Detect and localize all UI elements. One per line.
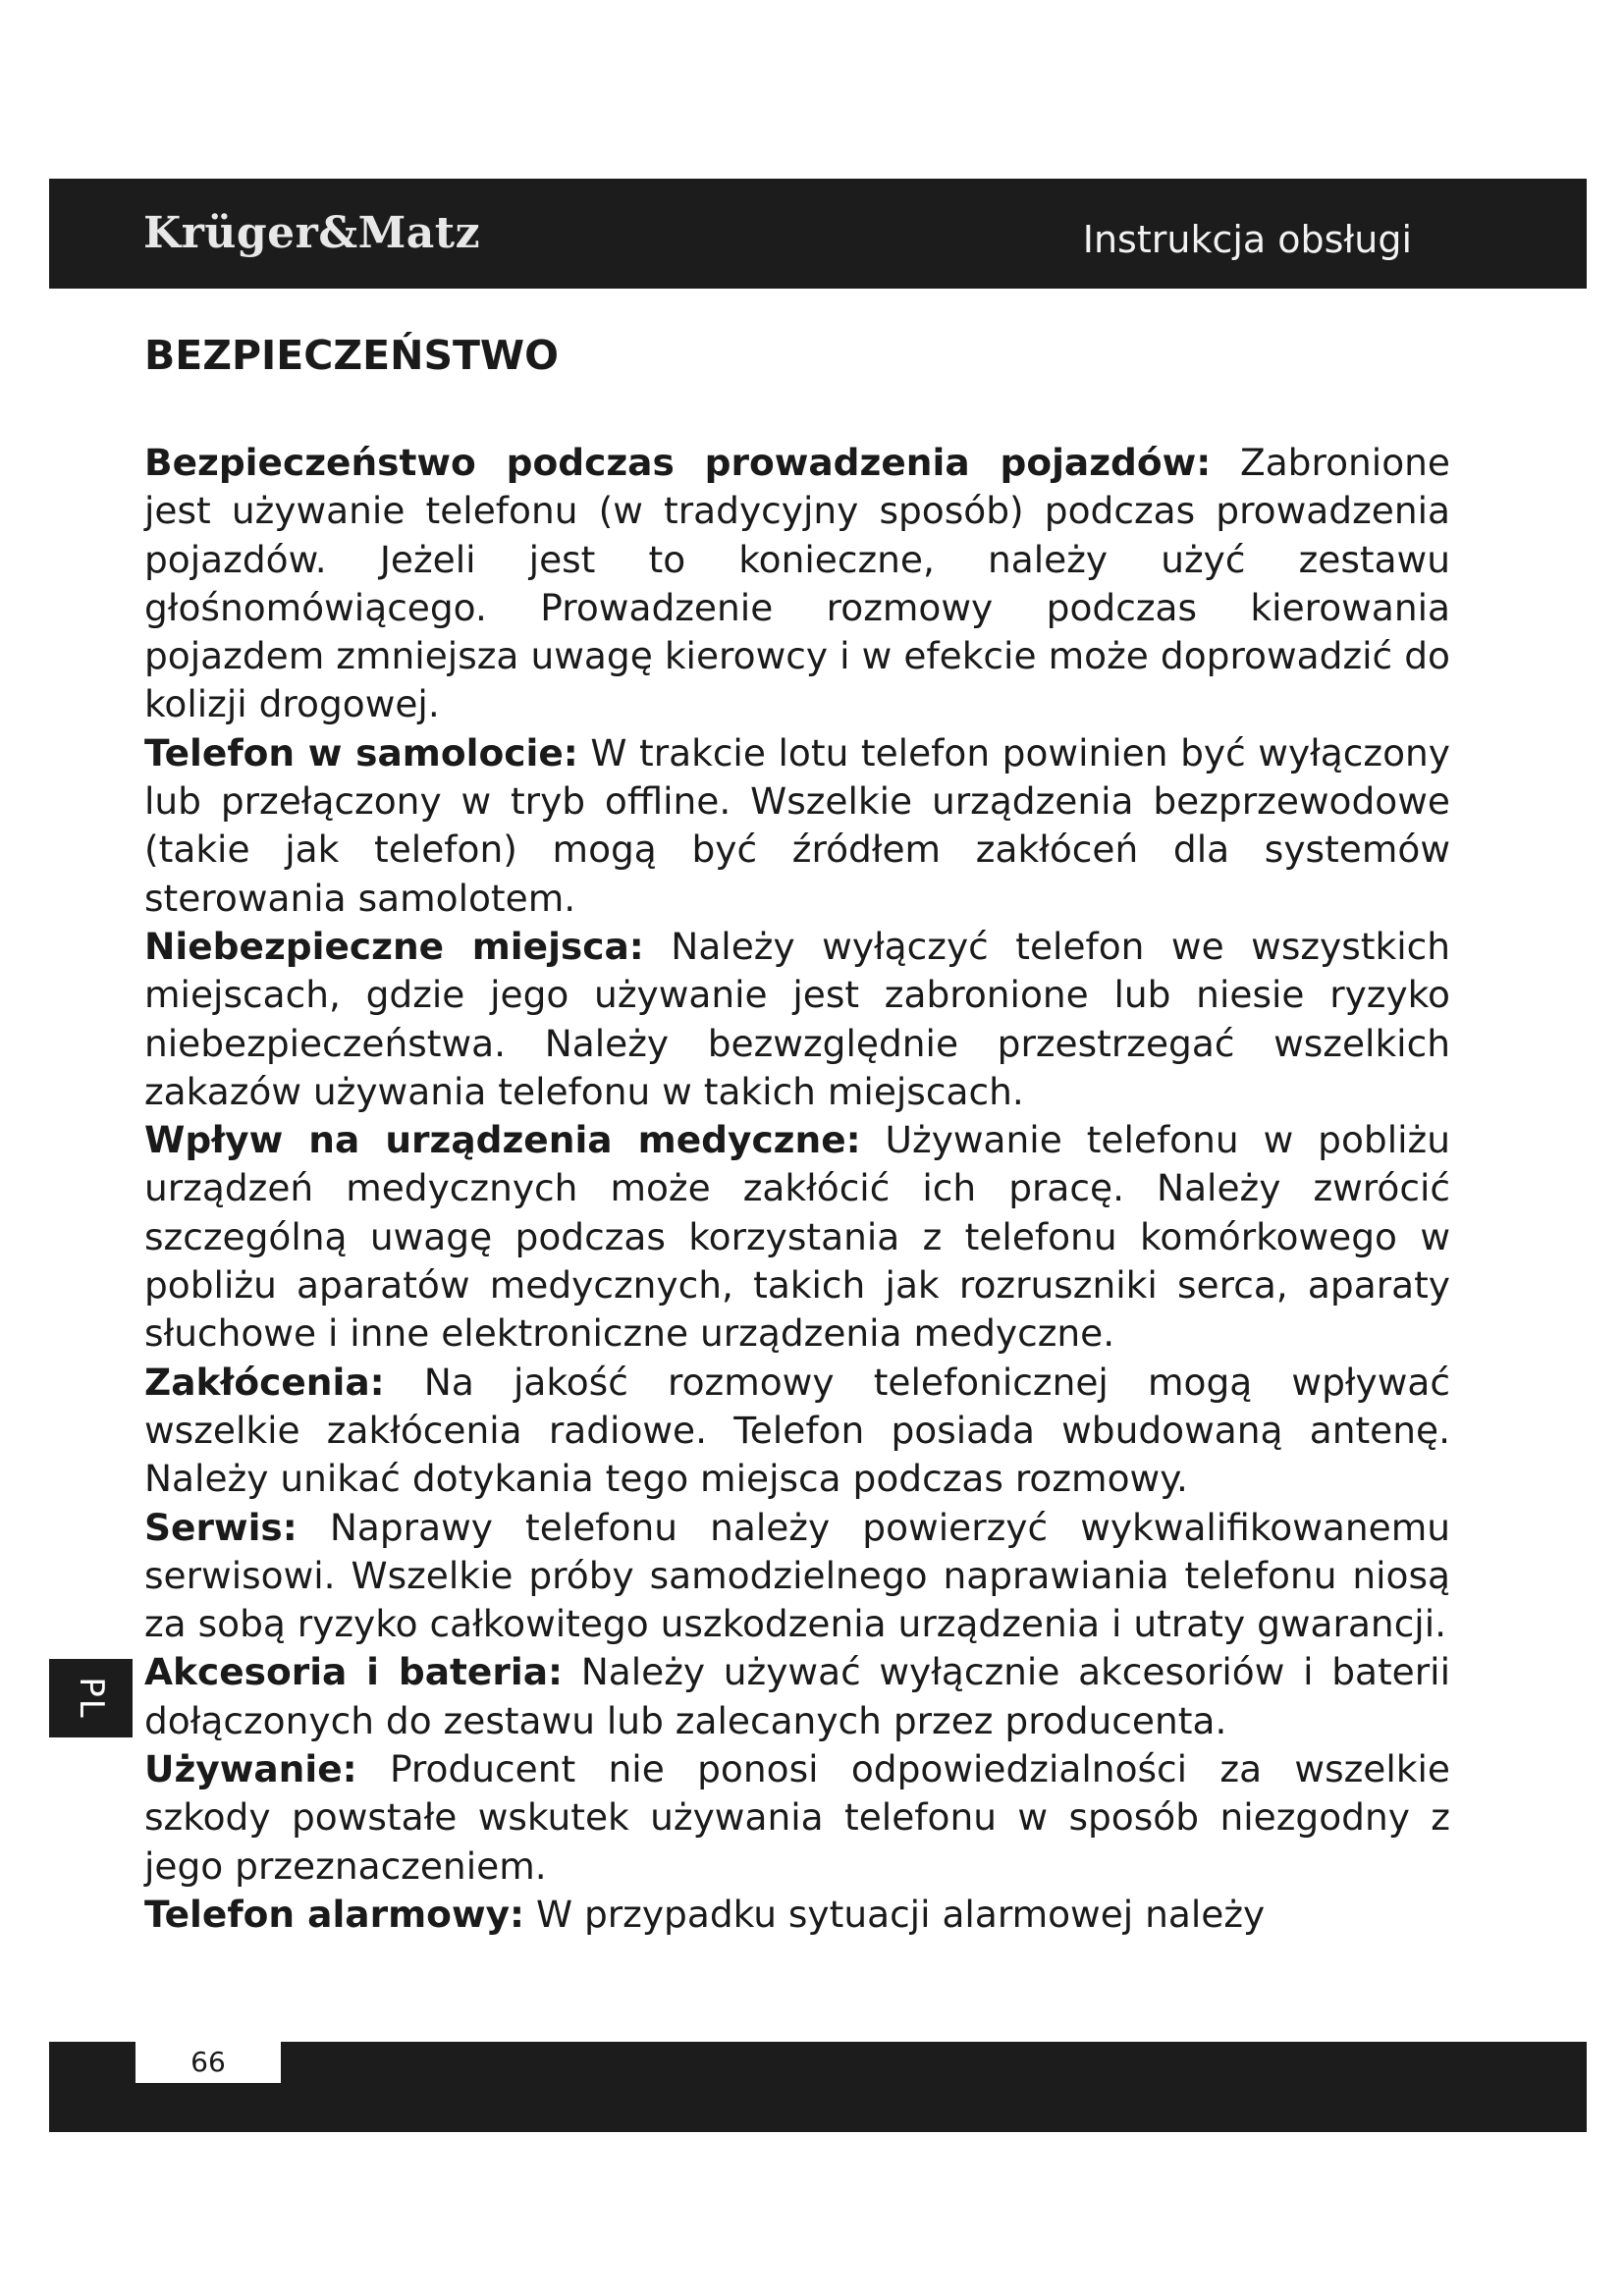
paragraph-term: Zakłócenia: <box>144 1360 385 1404</box>
footer-bar <box>49 2042 1587 2132</box>
paragraph-term: Telefon w samolocie: <box>144 730 578 774</box>
paragraph-text: W przypadku sytuacji alarmowej należy <box>524 1892 1266 1936</box>
paragraph-term: Używanie: <box>144 1747 357 1791</box>
header-bar <box>49 179 1587 289</box>
paragraph-term: Bezpieczeństwo podczas prowadzenia pojazdów: <box>144 441 1212 484</box>
paragraph-term: Telefon alarmowy: <box>144 1892 525 1936</box>
paragraph <box>144 729 1450 923</box>
paragraph <box>144 1745 1450 1891</box>
paragraph <box>144 1116 1450 1358</box>
safety-text <box>144 439 1450 1939</box>
manual-title: Instrukcja obsługi <box>1082 218 1412 261</box>
paragraph-term: Wpływ na urządzenia medyczne: <box>144 1118 861 1162</box>
paragraph-text: Producent nie ponosi odpowiedzialności za wszelkie szkody powstałe wskutek używania telefonu w sposób niezgodny z jego przeznaczeniem. <box>144 1747 1450 1888</box>
paragraph-text: Zabronione jest używanie telefonu (w tradycyjny sposób) podczas prowadzenia pojazdów. Jeżeli jest to konieczne, należy użyć zestawu głośnomówiącego. Prowadzenie rozmowy podczas kierowania pojazdem zmniejsza uwagę kierowcy i w efekcie może doprowadzić do kolizji drogowej. <box>144 441 1450 726</box>
paragraph <box>144 1648 1450 1745</box>
language-tab <box>49 1659 133 1737</box>
paragraph <box>144 1504 1450 1649</box>
brand-logo: Krüger&Matz <box>143 208 481 258</box>
paragraph <box>144 439 1450 729</box>
page-number: 66 <box>135 2042 281 2083</box>
paragraph-term: Niebezpieczne miejsca: <box>144 924 644 968</box>
paragraph-text: Używanie telefonu w pobliżu urządzeń medycznych może zakłócić ich pracę. Należy zwrócić szczególną uwagę podczas korzystania z telefonu komórkowego w pobliżu aparatów medycznych, takich jak rozruszniki serca, aparaty słuchowe i inne elektroniczne urządzenia medyczne. <box>144 1118 1450 1356</box>
paragraph-text: W trakcie lotu telefon powinien być wyłączony lub przełączony w tryb offline. Wszelkie urządzenia bezprzewodowe (takie jak telefon) mogą być źródłem zakłóceń dla systemów sterowania samolotem. <box>144 730 1450 920</box>
paragraph-term: Serwis: <box>144 1505 298 1549</box>
section-heading: BEZPIECZEŃSTWO <box>144 332 560 379</box>
paragraph <box>144 1891 1450 1939</box>
paragraph-term: Akcesoria i bateria: <box>144 1650 564 1694</box>
paragraph-text: Należy wyłączyć telefon we wszystkich miejscach, gdzie jego używanie jest zabronione lub niesie ryzyko niebezpieczeństwa. Należy bezwzględnie przestrzegać wszelkich zakazów używania telefonu w takich miejscach. <box>144 924 1450 1113</box>
paragraph-text: Naprawy telefonu należy powierzyć wykwalifikowanemu serwisowi. Wszelkie próby samodzielnego naprawiania telefonu niosą za sobą ryzyko całkowitego uszkodzenia urządzenia i utraty gwarancji. <box>144 1505 1450 1646</box>
paragraph <box>144 1359 1450 1504</box>
language-label: PL <box>71 1677 111 1720</box>
paragraph-text: Należy używać wyłącznie akcesoriów i baterii dołączonych do zestawu lub zalecanych przez producenta. <box>144 1650 1451 1742</box>
paragraph <box>144 923 1450 1116</box>
paragraph-text: Na jakość rozmowy telefonicznej mogą wpływać wszelkie zakłócenia radiowe. Telefon posiada wbudowaną antenę. Należy unikać dotykania tego miejsca podczas rozmowy. <box>144 1360 1450 1501</box>
